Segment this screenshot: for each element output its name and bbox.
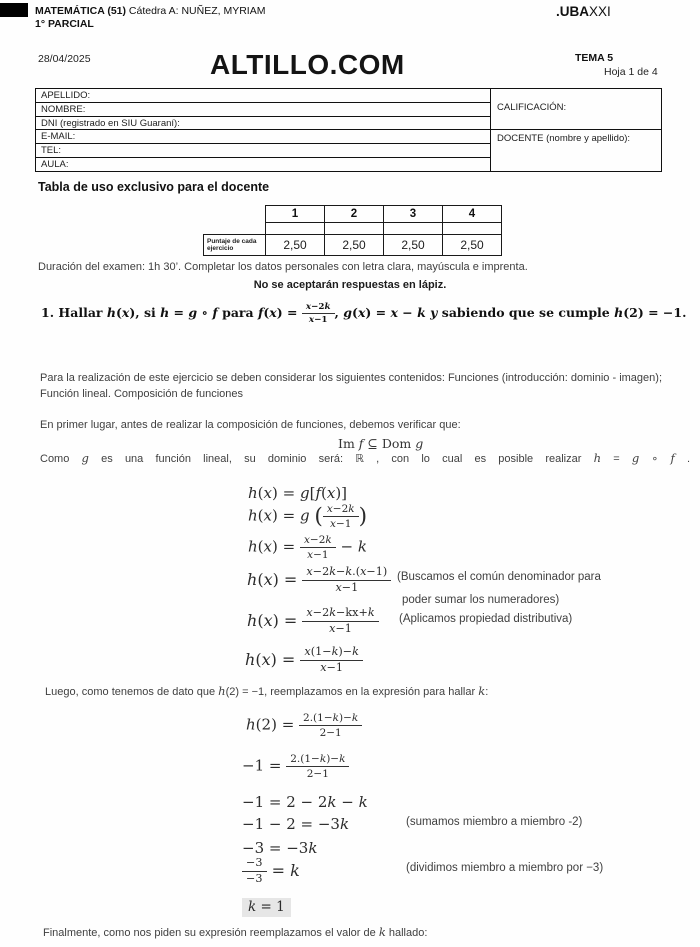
form-field-dni: DNI (registrado en SIU Guaraní): <box>36 117 491 131</box>
score-empty-row <box>204 223 502 235</box>
score-col-2: 2 <box>325 206 384 223</box>
solution-step-a3: h(x) = $\frac{x-2k}{x-1}$ − k <box>248 534 367 562</box>
logo-uba: .UBA <box>556 4 589 19</box>
form-field-docente: DOCENTE (nombre y apellido): <box>497 133 631 144</box>
score-col-4: 4 <box>443 206 502 223</box>
student-form-table <box>35 88 662 172</box>
form-field-aula: AULA: <box>36 158 491 171</box>
score-value-4: 2,50 <box>443 235 502 256</box>
solution-step-b1: h(x) = $\frac{x-2k-k.(x-1)}{x-1}$ <box>247 566 391 595</box>
score-col-3: 3 <box>384 206 443 223</box>
annotation-divide-members: (dividimos miembro a miembro por −3) <box>406 862 604 874</box>
solution-result <box>242 899 291 915</box>
solution-step-a1: h(x) = g[f(x)] <box>248 484 348 502</box>
annotation-distributive: (Aplicamos propiedad distributiva) <box>399 613 573 625</box>
course-catedra: Cátedra A: NUÑEZ, MYRIAM <box>126 5 266 17</box>
score-value-2: 2,50 <box>325 235 384 256</box>
score-empty-cell <box>384 223 443 235</box>
finalmente-note: Finalmente, como nos piden su expresión reemplazamos el valor de k hallado: <box>43 925 428 939</box>
score-value-1: 2,50 <box>266 235 325 256</box>
score-empty-cell <box>325 223 384 235</box>
first-step-note: En primer lugar, antes de realizar la composición de funciones, debemos verificar que: <box>40 419 461 431</box>
score-header-row <box>204 206 502 223</box>
form-field-email: E-MAIL: <box>36 130 491 144</box>
score-value-3: 2,50 <box>384 235 443 256</box>
altillo-watermark: ALTILLO.COM <box>210 49 405 80</box>
student-form-right <box>491 89 661 171</box>
annotation-line: (Buscamos el común denominador para <box>397 571 601 583</box>
solution-step-c2: −1 = $\frac{2.(1-k)-k}{2-1}$ <box>242 753 349 780</box>
solution-step-c6: $\frac{-3}{-3}$ = k <box>242 857 300 886</box>
student-form-left <box>36 89 491 171</box>
uba-xxi-logo <box>556 4 611 19</box>
score-table-title: Tabla de uso exclusivo para el docente <box>38 180 270 194</box>
no-pencil-note: No se aceptarán respuestas en lápiz. <box>253 279 447 291</box>
solution-step-c5: −3 = −3k <box>242 839 318 857</box>
scan-corner-mark <box>0 3 28 17</box>
solution-step-b3: h(x) = $\frac{x(1-k)-k}{x-1}$ <box>245 646 363 675</box>
annotation-line: poder sumar los numeradores) <box>402 594 560 606</box>
problem-statement: 1. Hallar h(x), si h = g ∘ f para f(x) = $\frac{x-2k}{x-1}$ , g(x) = x − k y sabiendo que se cumple h(2) = −1. <box>41 302 687 326</box>
solution-step-b2: h(x) = $\frac{x-2k-kx+k}{x-1}$ <box>247 607 379 636</box>
form-field-calificacion: CALIFICACIÓN: <box>491 89 661 130</box>
course-header <box>35 5 265 31</box>
form-field-apellido: APELLIDO: <box>36 89 491 103</box>
score-values-row <box>204 235 502 256</box>
score-spacer-cell <box>204 223 266 235</box>
luego-note: Luego, como tenemos de dato que h(2) = −1, reemplazamos en la expresión para hallar k: <box>45 684 489 698</box>
page-number: Hoja 1 de 4 <box>604 66 658 78</box>
solution-step-c4: −1 − 2 = −3k <box>242 815 350 833</box>
score-row-label: Puntaje de cada ejercicio <box>204 235 266 256</box>
course-title: MATEMÁTICA (51) <box>35 5 126 17</box>
solution-step-a2: h(x) = g ( $\frac{x-2k}{x-1}$ ) <box>248 503 368 531</box>
duration-note: Duración del examen: 1h 30’. Completar los datos personales con letra clara, mayúscula e imprenta. <box>38 261 528 273</box>
exam-name: 1° PARCIAL <box>35 18 94 30</box>
score-empty-cell <box>443 223 502 235</box>
course-title-line <box>35 5 265 18</box>
tema-label: TEMA 5 <box>575 52 614 64</box>
contents-note: Para la realización de este ejercicio se deben considerar los siguientes contenidos: Funciones (introducción: dominio - imagen); Función lineal. Composición de funciones <box>40 372 662 400</box>
annotation-common-denominator <box>397 566 601 612</box>
logo-xxi: XXI <box>589 4 611 19</box>
exam-date: 28/04/2025 <box>38 53 91 65</box>
score-spacer-cell <box>204 206 266 223</box>
solution-step-c3: −1 = 2 − 2k − k <box>242 793 368 811</box>
annotation-add-members: (sumamos miembro a miembro -2) <box>406 816 583 828</box>
form-field-tel: TEL: <box>36 144 491 158</box>
form-field-nombre: NOMBRE: <box>36 103 491 117</box>
score-table <box>203 205 502 256</box>
score-col-1: 1 <box>266 206 325 223</box>
como-line: Como g es una función lineal, su dominio será: ℝ , con lo cual es posible realizar h = g ∘ f . <box>40 451 691 465</box>
solution-step-c1: h(2) = $\frac{2.(1-k)-k}{2-1}$ <box>246 712 362 739</box>
im-dom-condition: Im f ⊆ Dom g <box>338 436 424 451</box>
score-empty-cell <box>266 223 325 235</box>
result-highlight: k = 1 <box>242 898 291 917</box>
